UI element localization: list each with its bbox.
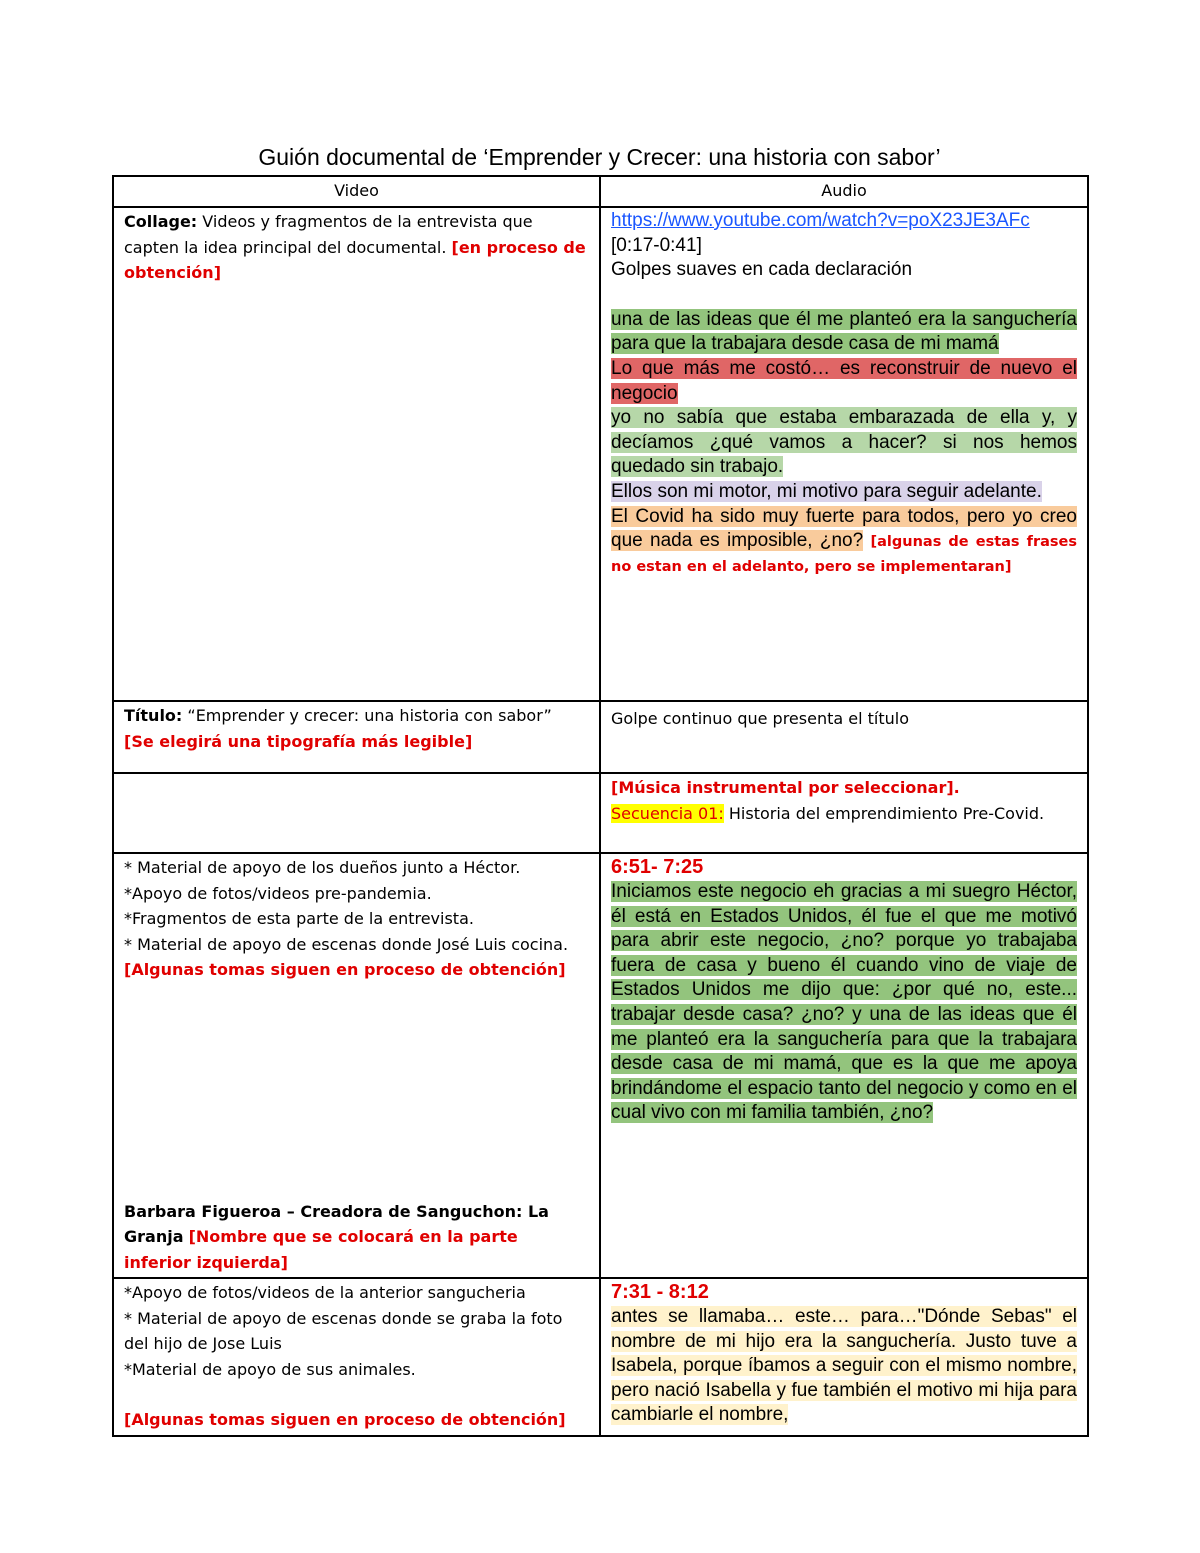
sequence-label: Secuencia 01: — [611, 803, 724, 823]
quote-1: una de las ideas que él me planteó era la sanguchería para que la trabajara desde casa de mi mamá — [611, 308, 1077, 355]
sequence-text: Historia del emprendimiento Pre-Covid. — [723, 803, 1045, 823]
audio-text: Golpe continuo que presenta el título — [611, 709, 909, 728]
video-cell — [113, 853, 600, 1278]
table-row — [113, 207, 1088, 701]
quote-3: yo no sabía que estaba embarazada de ella y, y decíamos ¿qué vamos a hacer? si nos hemos quedado sin trabajo. — [611, 407, 1077, 478]
video-label: Título: — [124, 706, 183, 725]
video-item-4: * Material de apoyo de escenas donde José Luis cocina. — [124, 934, 569, 954]
table-row — [113, 701, 1088, 773]
script-table — [112, 175, 1089, 1437]
video-cell — [113, 773, 600, 853]
video-note: [Algunas tomas siguen en proceso de obtención] — [124, 960, 566, 979]
video-cell — [113, 701, 600, 773]
table-row — [113, 853, 1088, 1278]
credit-name: Barbara Figueroa – Creadora de Sanguchon: La Granja — [124, 1201, 549, 1246]
video-item-1: *Apoyo de fotos/videos de la anterior sangucheria — [124, 1283, 526, 1302]
video-note: [en proceso de obtención] — [124, 237, 586, 282]
audio-cell — [600, 701, 1088, 773]
video-item-2: * Material de apoyo de escenas donde se graba la foto del hijo de Jose Luis — [124, 1308, 563, 1353]
video-item-3: *Fragmentos de esta parte de la entrevista. — [124, 909, 474, 928]
header-row — [113, 176, 1088, 207]
table-row — [113, 773, 1088, 853]
video-note: [Se elegirá una tipografía más legible] — [124, 731, 473, 751]
quote-2: Lo que más me costó… es reconstruir de nuevo el negocio — [611, 357, 1077, 404]
audio-effect: Golpes suaves en cada declaración — [611, 259, 913, 281]
document-title: Guión documental de ‘Emprender y Crecer: una historia con sabor’ — [258, 144, 941, 170]
audio-cell — [600, 853, 1088, 1278]
credit-block — [124, 1199, 589, 1276]
video-text: “Emprender y crecer: una historia con sabor” — [182, 706, 552, 725]
credit-note: [Nombre que se colocará en la parte inferior izquierda] — [124, 1227, 518, 1272]
video-item-2: *Apoyo de fotos/videos pre-pandemia. — [124, 883, 432, 903]
video-note: [Algunas tomas siguen en proceso de obtención] — [124, 1410, 566, 1429]
video-text: Videos y fragmentos de la entrevista que capten la idea principal del documental. — [124, 212, 533, 257]
table-row — [113, 1278, 1088, 1436]
video-item-3: *Material de apoyo de sus animales. — [124, 1359, 416, 1379]
audio-transcript: Iniciamos este negocio eh gracias a mi suegro Héctor, él está en Estados Unidos, él fue el que me motivó para abrir este negocio, ¿no? porque yo trabajaba fuera de casa y bueno él cuando vino de viaje de Estados Unidos me dijo que: ¿por qué no, este... trabajar desde casa? ¿no? y una de las ideas que él me planteó era la sanguchería para que la trabajara desde casa de mi mamá, que es la que me apoya brindándome el espacio tanto del negocio y como en el cual vivo con mi familia también, ¿no? — [611, 881, 1077, 1124]
audio-note: [algunas de estas frases no estan en el adelanto, pero se implementaran] — [611, 534, 1077, 575]
audio-transcript: antes se llamaba… este… para…"Dónde Sebas" el nombre de mi hijo era la sanguchería. Justo tuve a Isabela, porque íbamos a seguir con el mismo nombre, pero nació Isabella y fue también el motivo mi hija para cambiarle el nombre, — [611, 1306, 1077, 1426]
audio-time: [0:17-0:41] — [611, 234, 702, 256]
audio-column-header: Audio — [600, 176, 1088, 207]
youtube-link[interactable]: https://www.youtube.com/watch?v=poX23JE3AFc — [611, 210, 1030, 231]
audio-cell — [600, 1278, 1088, 1436]
video-cell — [113, 1278, 600, 1436]
video-item-1: * Material de apoyo de los dueños junto a Héctor. — [124, 858, 521, 877]
video-cell — [113, 207, 600, 701]
music-note: [Música instrumental por seleccionar]. — [611, 778, 960, 797]
quote-5: El Covid ha sido muy fuerte para todos, pero yo creo que nada es imposible, ¿no? — [611, 505, 1077, 552]
timestamp: 7:31 - 8:12 — [611, 1281, 709, 1303]
quote-4: Ellos son mi motor, mi motivo para seguir adelante. — [611, 480, 1042, 502]
timestamp: 6:51- 7:25 — [611, 856, 704, 878]
audio-cell — [600, 207, 1088, 701]
video-column-header: Video — [113, 176, 600, 207]
audio-cell — [600, 773, 1088, 853]
video-label: Collage: — [124, 212, 198, 231]
